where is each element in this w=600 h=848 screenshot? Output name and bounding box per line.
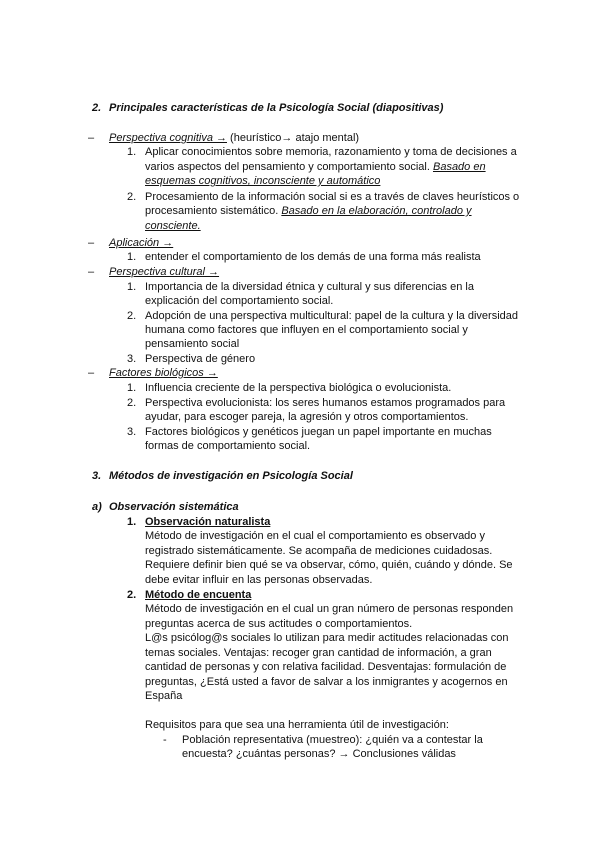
list-line: entender el comportamiento de los demás de una forma más realista [145,251,481,263]
list-line: formas de comportamiento social. [145,440,311,452]
method-line: preguntas, ¿Está usted a favor de salvar a los inmigrantes y acogernos en [145,676,508,688]
method-line: cantidad de personas y con relativa facilidad. Desventajas: formulación de [145,661,507,673]
section-2-number: 2. [92,102,102,114]
method-line: Método de investigación en el cual el comportamiento es observado y [145,530,485,542]
group-heading-aplicacion: Aplicación → [109,237,174,249]
list-number: 3. [127,426,137,438]
emphasis: Basado en [432,161,486,173]
requisite-dash: - [163,734,167,746]
method-number: 2. [127,589,137,601]
list-number: 1. [127,281,137,293]
method-line: España [145,690,183,702]
method-line: Requiere definir bien qué se va observar, cómo, quién, cuándo y dónde. Se [145,559,513,571]
heading-label: Perspectiva cognitiva → [109,132,227,144]
method-line: Método de investigación en el cual un gran número de personas responden [145,603,514,615]
list-line: pensamiento social [145,338,240,350]
list-line: Influencia creciente de la perspectiva biológica o evolucionista. [145,382,452,394]
list-line: Factores biológicos y genéticos juegan un papel importante en muchas [145,426,492,438]
method-line: preguntas acerca de sus actitudes o comportamientos. [145,618,413,630]
section-2-title: Principales características de la Psicología Social (diapositivas) [109,102,444,114]
group-heading-cultural: Perspectiva cultural → [109,266,220,278]
list-line [145,219,201,233]
subsection-a-label: a) [92,501,102,513]
section-3-number: 3. [92,470,102,482]
method-line: temas sociales. Ventajas: recoger gran cantidad de información, a gran [145,647,492,659]
emphasis: consciente. [145,220,201,232]
group-heading-biologicos: Factores biológicos → [109,367,218,379]
list-line: Aplicar conocimientos sobre memoria, razonamiento y toma de decisiones a [145,146,517,158]
list-line [145,174,380,188]
requisite-line: Población representativa (muestreo): ¿quién va a contestar la [182,734,483,746]
requisite-line: encuesta? ¿cuántas personas? → Conclusiones válidas [182,748,456,760]
list-number: 2. [127,310,137,322]
list-number: 1. [127,251,137,263]
bullet-dash: – [88,367,95,379]
list-number: 2. [127,191,137,203]
list-line: Perspectiva de género [145,353,256,365]
list-line: Adopción de una perspectiva multicultural: papel de la cultura y la diversidad [145,310,518,322]
list-line: humana como factores que influyen en el comportamiento social y [145,324,468,336]
group-heading-cognitiva [109,131,359,145]
emphasis: esquemas cognitivos, inconsciente y automático [145,175,381,187]
method-title: Observación naturalista [145,516,271,528]
heading-note: (heurístico→ atajo mental) [227,132,360,144]
method-title: Método de encuenta [145,589,252,601]
list-line: procesamiento sistemático. Basado en la elaboración, controlado y [145,205,472,217]
list-number: 1. [127,146,137,158]
subsection-a-title: Observación sistemática [109,501,239,513]
requisites-intro: Requisitos para que sea una herramienta útil de investigación: [145,719,449,731]
section-3-title: Métodos de investigación en Psicología Social [109,470,353,482]
list-number: 2. [127,397,137,409]
method-line: debe evitar influir en las personas observadas. [145,574,373,586]
bullet-dash: – [88,266,95,278]
list-line: ayudar, para escoger pareja, la agresión y otros comportamientos. [145,411,469,423]
list-line: Perspectiva evolucionista: los seres humanos estamos programados para [145,397,506,409]
list-number: 3. [127,353,137,365]
emphasis: Basado en la elaboración, controlado y [281,205,472,217]
list-line: Procesamiento de la información social si es a través de claves heurísticos o [145,191,520,203]
method-number: 1. [127,516,137,528]
bullet-dash: – [88,132,95,144]
list-line: explicación del comportamiento social. [145,295,334,307]
list-line: Importancia de la diversidad étnica y cultural y sus diferencias en la [145,281,474,293]
list-number: 1. [127,382,137,394]
method-line: registrado sistemáticamente. Se acompaña de mediciones cuidadosas. [145,545,493,557]
list-line: varios aspectos del pensamiento y comportamiento social. Basado en [145,161,486,173]
method-line: L@s psicólog@s sociales lo utilizan para medir actitudes relacionadas con [145,632,509,644]
bullet-dash: – [88,237,95,249]
